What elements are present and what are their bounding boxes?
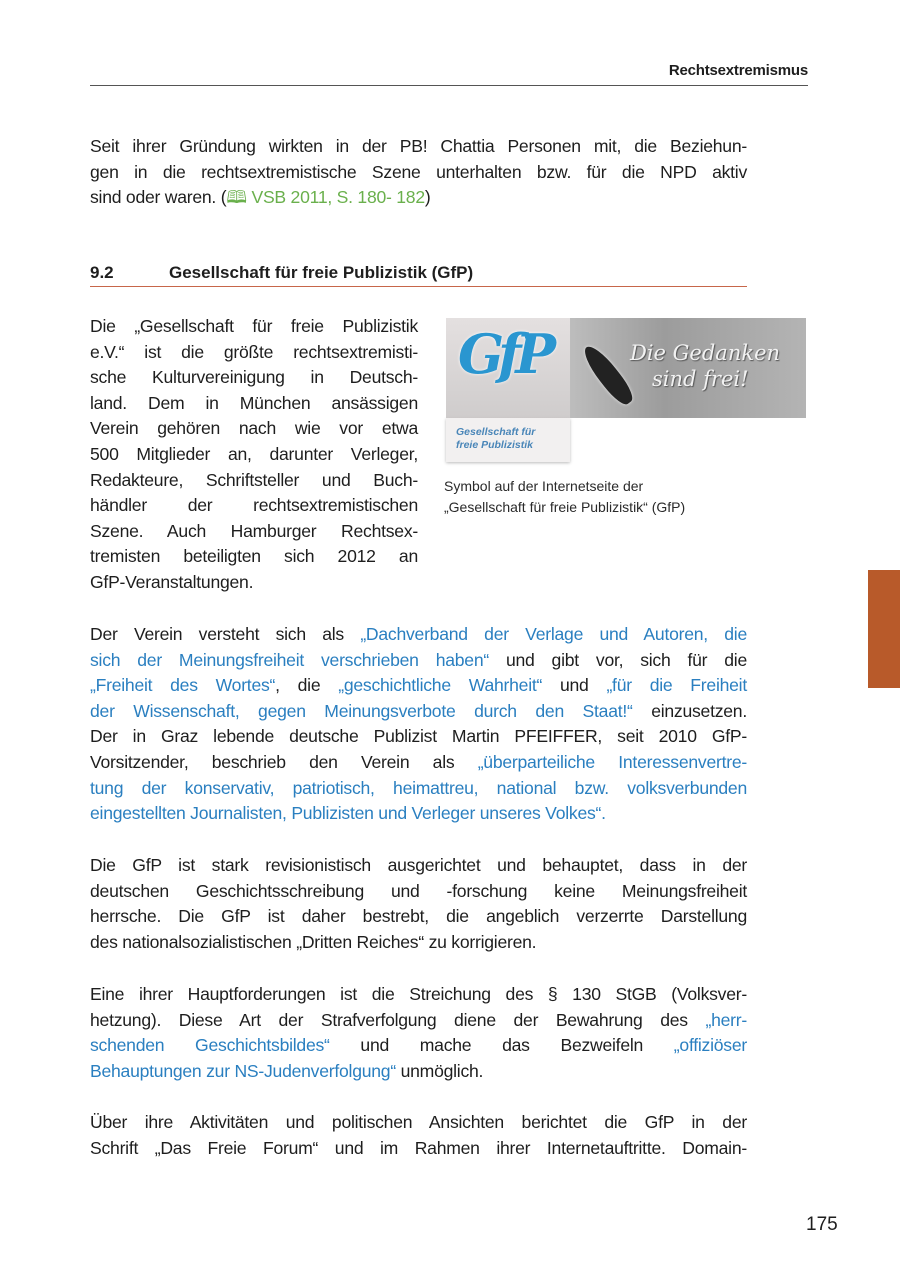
quotation: „offiziöser [673,1035,747,1056]
chapter-tab-marker [868,570,900,688]
text-segment: einzusetzen. [632,700,747,721]
text-segment: Eine ihrer Hauptforderungen ist die Streichung des § 130 StGB (Volksver- [90,984,747,1004]
text-segment: sche Kulturvereinigung in Deutsch- [90,367,418,388]
text-segment: Szene. Auch Hamburger Rechtsex- [90,520,418,541]
text-line [90,673,747,699]
text-segment: deutschen Geschichtsschreibung und -forschung keine Meinungsfreiheit [90,880,747,901]
text-line [90,699,747,725]
section-title: Gesellschaft für freie Publizistik (GfP) [169,263,474,282]
quotation: sich der Meinungsfreiheit verschrieben haben“ [90,649,489,670]
quotation: „überparteiliche Interessenvertre- [477,751,747,772]
quotation: der Wissenschaft, gegen Meinungsverbote durch den Staat!“ [90,700,633,721]
text-line [90,801,747,827]
gfp-symbol-image [446,318,806,464]
text-line [90,853,747,879]
gfp-logo-subtitle [446,418,570,462]
text-line [90,160,747,186]
eagle-icon [579,341,638,408]
text-line [90,622,747,648]
text-segment: Vorsitzender, beschrieb den Verein als [90,751,478,772]
text-line [90,724,747,750]
text-line [90,1033,747,1059]
text-segment: GfP-Veranstaltungen. [90,571,254,592]
section-number: 9.2 [90,263,114,282]
text-line [90,468,418,494]
text-line [90,416,418,442]
quotation: schenden Geschichtsbildes“ [90,1035,330,1056]
caption-line: „Gesellschaft für freie Publizistik“ (GfP) [444,499,686,515]
text-line [90,1110,747,1136]
text-segment: Die „Gesellschaft für freie Publizistik [90,316,418,336]
quotation: tung der konservativ, patriotisch, heimattreu, national bzw. volksverbunden [90,777,747,798]
text-line [90,1059,747,1085]
caption-line: Symbol auf der Internetseite der [444,478,644,494]
text-segment: Schrift „Das Freie Forum“ und im Rahmen ihrer Internetauftritte. Domain- [90,1137,747,1158]
quotation: „herr- [705,1009,747,1030]
text-line [90,750,747,776]
text-line [90,340,418,366]
text-segment: gen in die rechtsextremistische Szene unterhalten bzw. für die NPD aktiv [90,161,747,182]
text-line [90,442,418,468]
text-segment: unmöglich. [395,1060,484,1081]
text-segment: land. Dem in München ansässigen [90,392,418,413]
text-line [90,519,418,545]
quotation: „geschichtliche Wahrheit“ [338,675,543,696]
text-line [90,570,418,596]
header-rule [90,85,808,86]
text-segment: Der in Graz lebende deutsche Publizist Martin PFEIFFER, seit 2010 GfP- [90,726,747,747]
text-segment: und mache das Bezweifeln [329,1035,674,1056]
paragraph-publications [90,1110,747,1161]
text-line [90,1136,747,1162]
text-segment: sind oder waren. ( [90,187,227,208]
text-line [90,1008,747,1034]
text-segment: Die GfP ist stark revisionistisch ausgerichtet und behauptet, dass in der [90,855,747,875]
paragraph-gfp-description [90,314,418,596]
text-line [90,879,747,905]
gfp-logo [446,318,570,418]
gfp-logo-text: GfP [458,322,550,386]
text-segment: Redakteure, Schriftsteller und Buch- [90,469,418,490]
paragraph-self-image [90,622,747,827]
text-line [90,391,418,417]
reference-link[interactable]: 🕮 VSB 2011, S. 180- 182 [226,187,425,208]
paragraph-demands [90,982,747,1084]
text-segment: Über ihre Aktivitäten und politischen Ansichten berichtet die GfP in der [90,1112,747,1132]
text-segment: und gibt vor, sich für die [488,649,747,670]
text-line [90,776,747,802]
text-line [90,185,747,211]
slogan-line: sind frei! [652,367,749,391]
text-segment: Der Verein versteht sich als [90,624,361,644]
text-segment: des nationalsozialistischen „Dritten Reiches“ zu korrigieren. [90,931,537,952]
logo-subtitle-line: Gesellschaft für [456,426,536,438]
text-line [90,365,418,391]
slogan-text [630,340,780,392]
figure-caption [444,476,685,518]
quotation: Behauptungen zur NS-Judenverfolgung“ [90,1060,396,1081]
text-segment: e.V.“ ist die größte rechtsextremisti- [90,341,418,362]
text-segment: 500 Mitglieder an, darunter Verleger, [90,443,418,464]
text-line [90,544,418,570]
text-segment: Verein gehören nach wie vor etwa [90,418,418,439]
logo-subtitle-line: freie Publizistik [456,439,534,451]
quotation: „Dachverband der Verlage und Autoren, die [360,624,747,644]
slogan-banner [570,318,806,418]
text-line [90,493,418,519]
quotation: eingestellten Journalisten, Publizisten und Verleger unseres Volkes“. [90,803,606,824]
text-line [90,930,747,956]
text-segment: herrsche. Die GfP ist daher bestrebt, die angeblich verzerrte Darstellung [90,906,747,927]
paragraph-revisionism [90,853,747,955]
text-line [90,982,747,1008]
text-segment: , die [275,675,339,696]
running-header: Rechtsextremismus [668,62,808,79]
text-segment: und [542,675,607,696]
text-line [90,314,418,340]
text-segment: hetzung). Diese Art der Strafverfolgung diene der Bewahrung des [90,1009,706,1030]
paragraph-intro [90,134,747,211]
text-segment: Seit ihrer Gründung wirkten in der PB! Chattia Personen mit, die Beziehun- [90,136,747,156]
quotation: „Freiheit des Wortes“ [90,675,276,696]
text-segment: tremisten beteiligten sich 2012 an [90,546,418,567]
text-line [90,648,747,674]
section-heading [90,263,747,287]
text-line [90,904,747,930]
quotation: „für die Freiheit [606,675,747,696]
text-line [90,134,747,160]
text-segment: ) [424,187,431,208]
page-number: 175 [806,1214,838,1235]
slogan-line: Die Gedanken [630,341,781,365]
text-segment: händler der rechtsextremistischen [90,495,418,516]
